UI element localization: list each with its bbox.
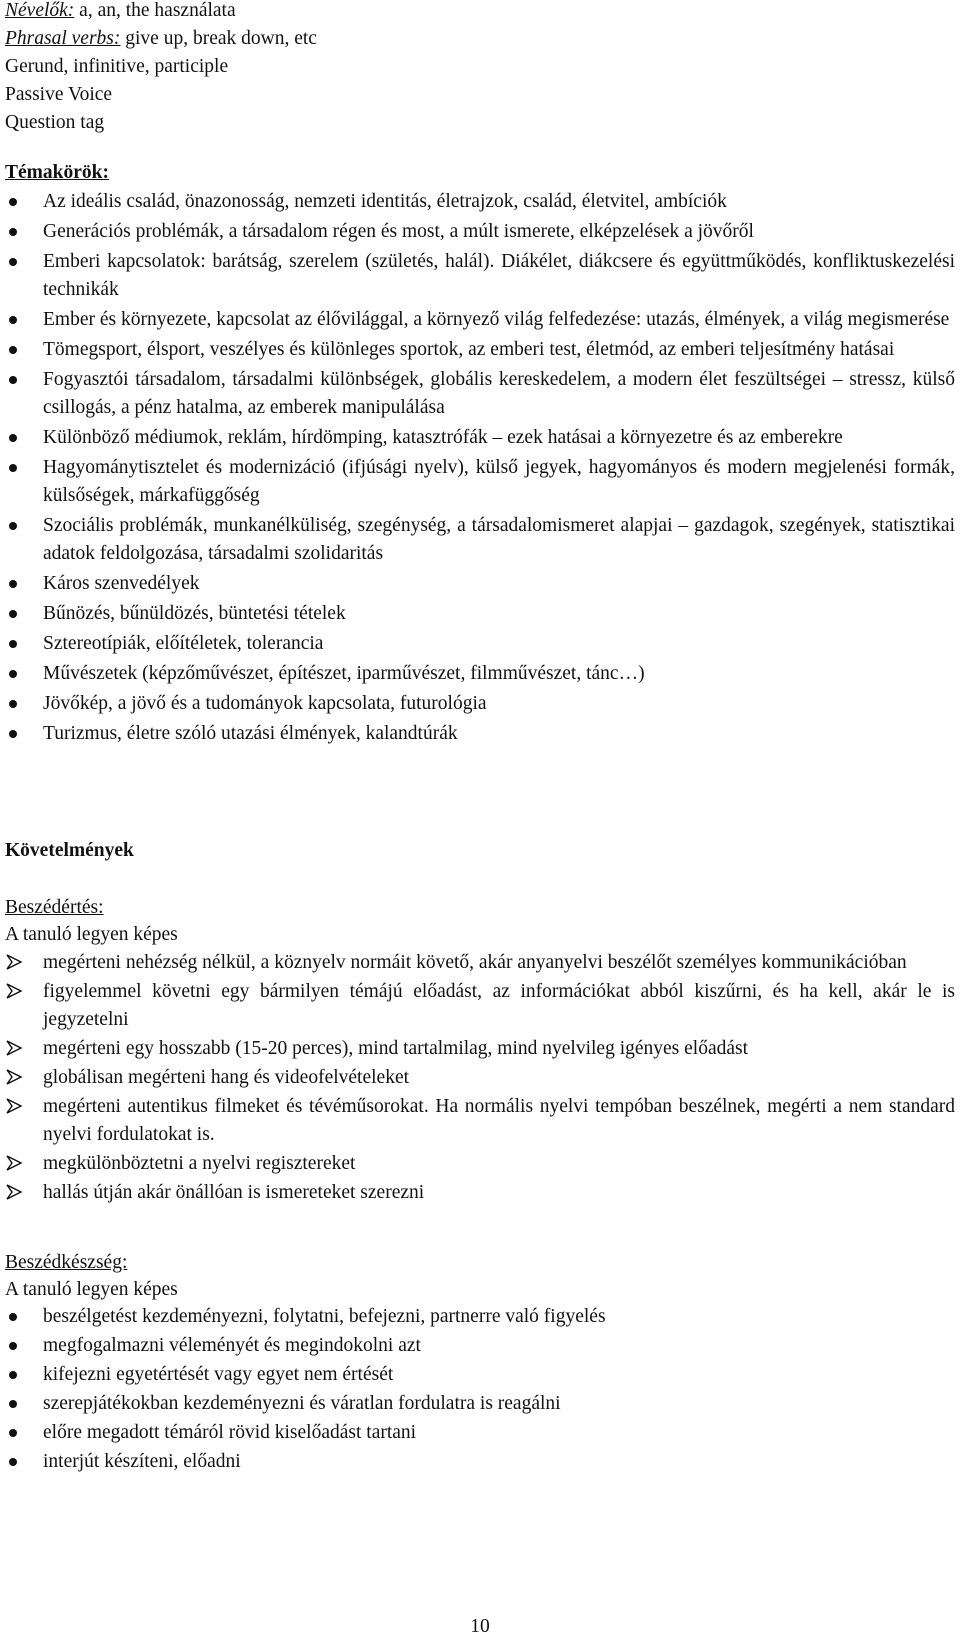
bullet-icon — [9, 1313, 17, 1321]
bullet-icon — [9, 640, 17, 648]
grammar-list — [5, 0, 317, 138]
list-item — [5, 1390, 955, 1418]
list-item — [5, 1179, 955, 1207]
list-item — [5, 1093, 955, 1149]
list-item — [5, 188, 955, 216]
list-item-text: Hagyománytisztelet és modernizáció (ifjúsági nyelv), külső jegyek, hagyományos és modern megjelenési formák, külsőségek, márkafüggőség — [43, 457, 955, 506]
bullet-icon — [9, 316, 17, 324]
list-item-text: figyelemmel követni egy bármilyen témájú előadást, az információkat abból kiszűrni, és ha kell, akár le is jegyzetelni — [43, 981, 955, 1030]
bullet-icon — [9, 1400, 17, 1408]
list-item-text: megérteni egy hosszabb (15-20 perces), mind tartalmilag, mind nyelvileg igényes előadást — [43, 1038, 749, 1059]
bullet-icon — [9, 464, 17, 472]
speaking-list — [5, 1303, 955, 1477]
list-item-text: globálisan megérteni hang és videofelvételeket — [43, 1067, 410, 1088]
list-item — [5, 366, 955, 422]
list-item — [5, 570, 955, 598]
grammar-item: Passive Voice — [5, 84, 113, 105]
bullet-icon — [9, 610, 17, 618]
speaking-heading: Beszédkészség: — [5, 1252, 128, 1273]
list-item — [5, 600, 955, 628]
topics-list — [5, 188, 955, 750]
list-item-text: Emberi kapcsolatok: barátság, szerelem (születés, halál). Diákélet, diákcsere és együttműködés, konfliktuskezelési technikák — [43, 251, 955, 300]
grammar-item: Névelők: a, an, the használata — [5, 0, 236, 21]
list-item — [5, 306, 955, 334]
bullet-icon — [9, 198, 17, 206]
bullet-icon — [9, 434, 17, 442]
list-item — [5, 1448, 955, 1476]
arrow-bullet-icon — [5, 1068, 23, 1086]
list-item-text: beszélgetést kezdeményezni, folytatni, befejezni, partnerre való figyelés — [43, 1306, 606, 1327]
bullet-icon — [9, 1458, 17, 1466]
list-item-text: megérteni nehézség nélkül, a köznyelv normáit követő, akár anyanyelvi beszélőt személyes kommunikációban — [43, 952, 907, 973]
arrow-bullet-icon — [5, 1097, 23, 1115]
list-item — [5, 218, 955, 246]
list-item — [5, 454, 955, 510]
list-item — [5, 720, 955, 748]
bullet-icon — [9, 1429, 17, 1437]
list-item-text: előre megadott témáról rövid kiselőadást tartani — [43, 1422, 417, 1443]
grammar-item: Phrasal verbs: give up, break down, etc — [5, 28, 317, 49]
list-item — [5, 1332, 955, 1360]
list-item-text: Az ideális család, önazonosság, nemzeti identitás, életrajzok, család, életvitel, ambíciók — [43, 191, 727, 212]
list-item-text: szerepjátékokban kezdeményezni és váratlan fordulatra is reagálni — [43, 1393, 561, 1414]
list-item — [5, 1035, 955, 1063]
list-item — [5, 1419, 955, 1447]
arrow-bullet-icon — [5, 1039, 23, 1057]
list-item — [5, 248, 955, 304]
list-item — [5, 1361, 955, 1389]
list-item-text: Fogyasztói társadalom, társadalmi különbségek, globális kereskedelem, a modern élet feszültségei – stressz, külső csillogás, a pénz hatalma, az emberek manipulálása — [43, 369, 955, 418]
page-number: 10 — [470, 1616, 490, 1637]
list-item-text: Turizmus, életre szóló utazási élmények, kalandtúrák — [43, 723, 458, 744]
list-item — [5, 336, 955, 364]
list-item — [5, 690, 955, 718]
bullet-icon — [9, 670, 17, 678]
listening-intro: A tanuló legyen képes — [5, 924, 178, 945]
bullet-icon — [9, 1371, 17, 1379]
list-item-text: interjút készíteni, előadni — [43, 1451, 241, 1472]
speaking-intro: A tanuló legyen képes — [5, 1279, 178, 1300]
list-item-text: Ember és környezete, kapcsolat az élővilággal, a környező világ felfedezése: utazás, élmények, a világ megismerése — [43, 309, 950, 330]
list-item — [5, 630, 955, 658]
list-item-text: Tömegsport, élsport, veszélyes és különleges sportok, az emberi test, életmód, az emberi teljesítmény hatásai — [43, 339, 895, 360]
grammar-item: Question tag — [5, 112, 105, 133]
listening-heading: Beszédértés: — [5, 897, 104, 918]
list-item — [5, 512, 955, 568]
bullet-icon — [9, 522, 17, 530]
bullet-icon — [9, 258, 17, 266]
list-item-text: Sztereotípiák, előítéletek, tolerancia — [43, 633, 324, 654]
grammar-item: Gerund, infinitive, participle — [5, 56, 229, 77]
list-item-text: megkülönböztetni a nyelvi regisztereket — [43, 1153, 356, 1174]
list-item — [5, 424, 955, 452]
list-item-text: hallás útján akár önállóan is ismereteket szerezni — [43, 1182, 425, 1203]
list-item-text: Jövőkép, a jövő és a tudományok kapcsolata, futurológia — [43, 693, 487, 714]
list-item-text: Káros szenvedélyek — [43, 573, 200, 594]
list-item-text: Generációs problémák, a társadalom régen és most, a múlt ismerete, elképzelések a jövőről — [43, 221, 754, 242]
bullet-icon — [9, 376, 17, 384]
list-item — [5, 949, 955, 977]
list-item — [5, 1303, 955, 1331]
topics-heading: Témakörök: — [5, 162, 109, 183]
list-item-text: Bűnözés, bűnüldözés, büntetési tételek — [43, 603, 346, 624]
list-item — [5, 660, 955, 688]
bullet-icon — [9, 228, 17, 236]
list-item — [5, 1150, 955, 1178]
arrow-bullet-icon — [5, 953, 23, 971]
bullet-icon — [9, 700, 17, 708]
list-item-text: kifejezni egyetértését vagy egyet nem értését — [43, 1364, 394, 1385]
bullet-icon — [9, 730, 17, 738]
requirements-heading: Követelmények — [5, 840, 134, 861]
bullet-icon — [9, 580, 17, 588]
bullet-icon — [9, 346, 17, 354]
list-item-text: megérteni autentikus filmeket és tévéműsorokat. Ha normális nyelvi tempóban beszélnek, megérti a nem standard nyelvi fordulatokat is. — [43, 1096, 955, 1145]
list-item-text: Különböző médiumok, reklám, hírdömping, katasztrófák – ezek hatásai a környezetre és az emberekre — [43, 427, 843, 448]
arrow-bullet-icon — [5, 982, 23, 1000]
list-item-text: Szociális problémák, munkanélküliség, szegénység, a társadalomismeret alapjai – gazdagok, szegények, statisztikai adatok feldolgozása, társadalmi szolidaritás — [43, 515, 955, 564]
list-item-text: Művészetek (képzőművészet, építészet, iparművészet, filmművészet, tánc…) — [43, 663, 645, 684]
list-item — [5, 978, 955, 1034]
arrow-bullet-icon — [5, 1183, 23, 1201]
list-item-text: megfogalmazni véleményét és megindokolni azt — [43, 1335, 421, 1356]
listening-list — [5, 949, 955, 1208]
arrow-bullet-icon — [5, 1154, 23, 1172]
bullet-icon — [9, 1342, 17, 1350]
list-item — [5, 1064, 955, 1092]
